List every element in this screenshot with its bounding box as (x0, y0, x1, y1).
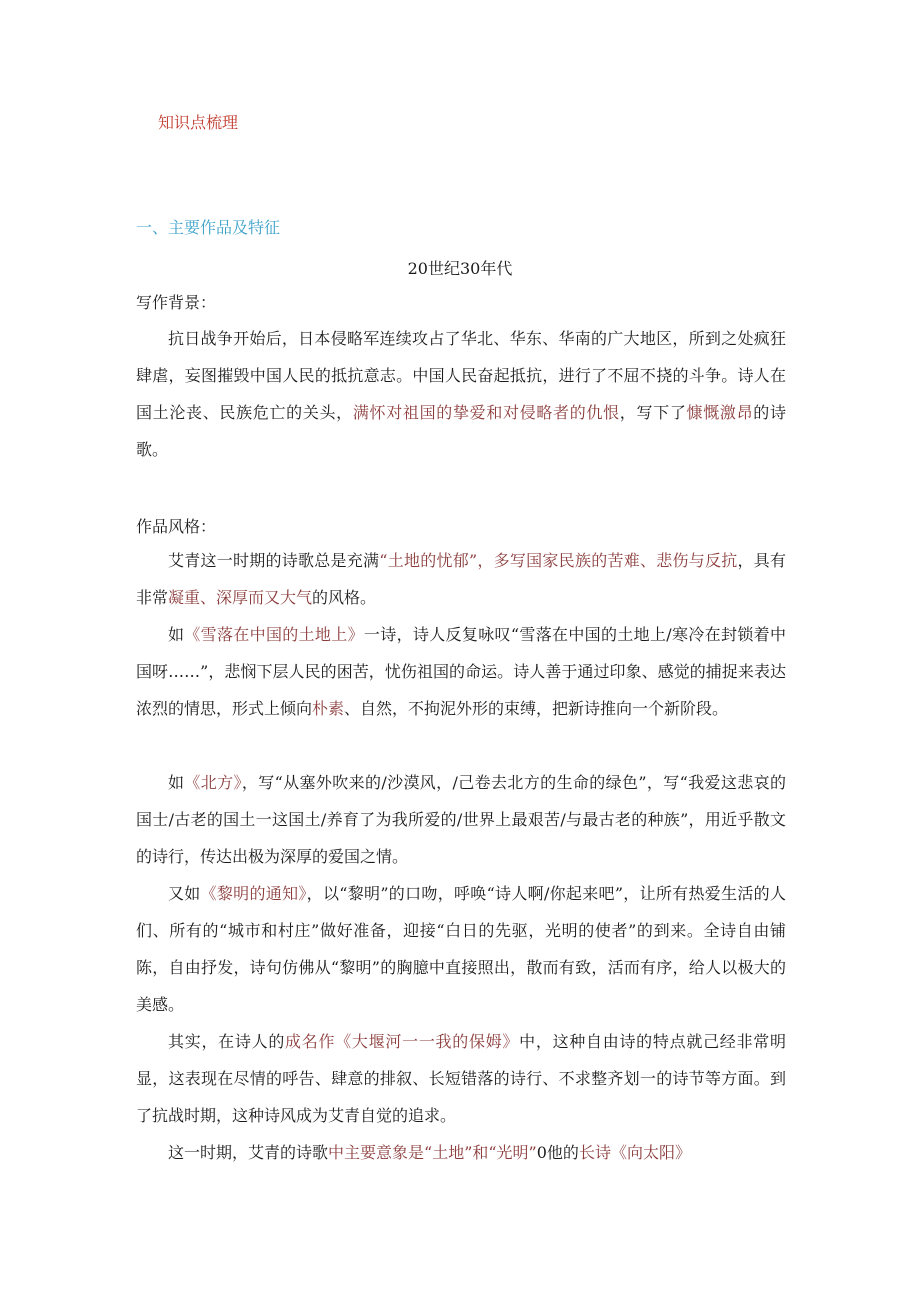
background-paragraph (136, 320, 786, 468)
text-run: 如 (168, 773, 185, 792)
text-run: ，写“从塞外吹来的/沙漠风，/己卷去北方的生命的绿色”，写“我爱这悲哀的国士/古老的国土一这国土/养育了为我所爱的/世界上最艰苦/与最古老的种族”，用近乎散文的诗行，传达出极为深厚的爱国之情。 (136, 773, 786, 866)
highlighted-text: 慷慨激昂 (686, 403, 754, 422)
era-subtitle: 20世纪30年代 (407, 259, 513, 278)
highlighted-text: 满怀对祖国的挚爱和对侵略者的仇恨 (352, 403, 620, 422)
page-title: 知识点梳理 (158, 113, 239, 132)
text-run: 其实，在诗人的 (168, 1032, 286, 1051)
highlighted-text: 成名作《大堰河一一我的保姆》 (285, 1032, 520, 1051)
text-run: 抗日战争开始后，日本侵略军连续攻占了华北、华东、华南的广大地区，所到之处疯狂肆虐，妄图摧毁中国人民的抵抗意志。中国人民奋起抵抗，进行了不屈不挠的斗争。诗人在国土沦丧、民族危亡的关头， (136, 329, 786, 422)
section-heading: 一、主要作品及特征 (136, 218, 281, 237)
highlighted-text: 《雪落在中国的土地上》 (184, 625, 364, 644)
highlighted-text: 《黎明的通知》 (200, 884, 307, 903)
highlighted-text: 《北方》 (184, 773, 242, 792)
style-paragraph (136, 764, 786, 875)
text-run: 0他的 (536, 1143, 579, 1162)
highlighted-text: “土地的忧郁”，多写国家民族的苦难、悲伤与反抗 (379, 551, 738, 570)
text-run: ，写下了 (619, 403, 687, 422)
style-label: 作品风格： (136, 517, 217, 536)
text-run: 的风格。 (312, 588, 377, 607)
highlighted-text: 中主要意象是“土地”和“光明” (328, 1143, 537, 1162)
highlighted-text: 凝重、深厚而又大气 (168, 588, 313, 607)
background-label: 写作背景： (136, 293, 217, 312)
style-paragraph (136, 616, 786, 727)
highlighted-text: 长诗《向太阳》 (578, 1143, 691, 1162)
style-paragraph (136, 875, 786, 1023)
text-run: 、自然，不拘泥外形的束缚，把新诗推向一个新阶段。 (344, 699, 729, 718)
text-run: 一诗，诗人反复咏叹“雪落在中国的土地上/寒冷在封锁着中国呀……”，悲悯下层人民的困苦，忧伤祖国的命运。诗人善于通过印象、感觉的捕捉来表达浓烈的情思，形式上倾向 (136, 625, 786, 718)
text-run: ，以“黎明”的口吻，呼唤“诗人啊/你起来吧”，让所有热爱生活的人们、所有的“城市和村庄”做好准备，迎接“白日的先驱，光明的使者”的到来。全诗自由铺陈，自由抒发，诗句仿佛从“黎明”的胸臆中直接照出，散而有致，活而有序，给人以极大的美感。 (136, 884, 786, 1014)
text-run: 这一时期，艾青的诗歌 (168, 1143, 329, 1162)
text-run: 中，这种自由诗的特点就己经非常明显，这表现在尽情的呼告、肆意的排叙、长短错落的诗行、不求整齐划一的诗节等方面。到了抗战时期，这种诗风成为艾青自觉的追求。 (136, 1032, 786, 1125)
text-run: 如 (168, 625, 185, 644)
style-paragraph (136, 1134, 786, 1171)
style-paragraph (136, 1023, 786, 1134)
highlighted-text: 朴素 (312, 699, 345, 718)
text-run: 的诗歌。 (136, 403, 786, 459)
text-run: 艾青这一时期的诗歌总是充满 (168, 551, 380, 570)
style-paragraph (136, 542, 786, 616)
text-run: 又如 (168, 884, 201, 903)
text-run: ，具有非常 (136, 551, 786, 607)
